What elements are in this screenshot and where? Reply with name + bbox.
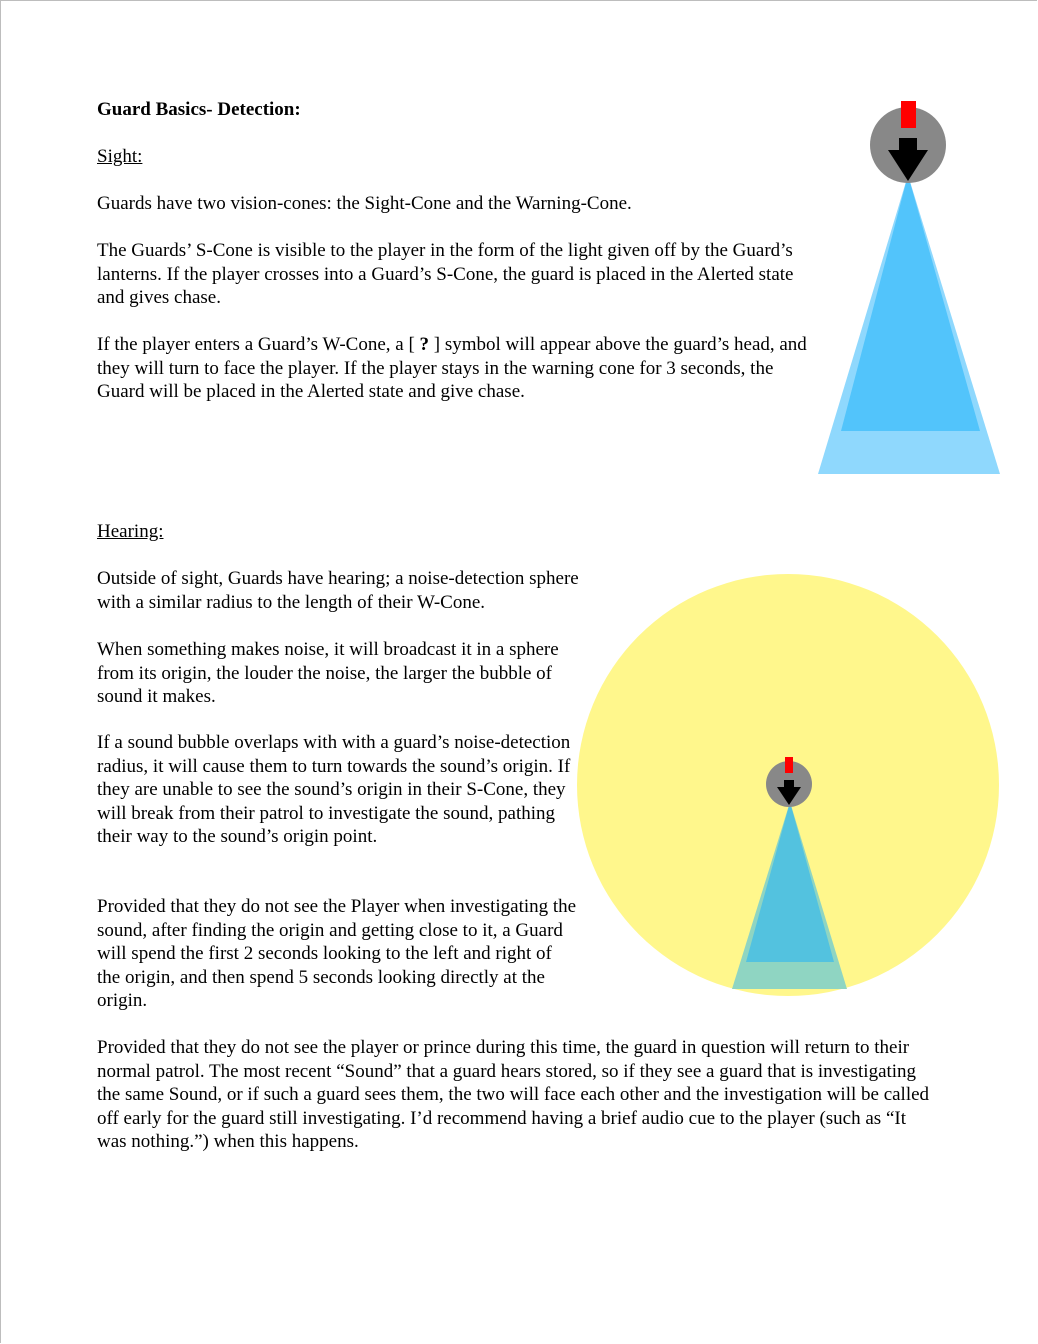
hearing-paragraph-4: Provided that they do not see the Player when investigating the sound, after finding the origin and getting close to it, a Guard will spend the first 2 seconds looking to the left and right of the origin, and then spend 5 seconds looking directly at the origin.: [97, 896, 577, 1011]
hearing-paragraph-2: When something makes noise, it will broadcast it in a sphere from its origin, the louder the noise, the larger the bubble of sound it makes.: [97, 639, 559, 707]
sight-paragraph-2: The Guards’ S-Cone is visible to the player in the form of the light given off by the Guard’s lanterns. If the player crosses into a Guard’s S-Cone, the guard is placed in the Alerted state and gives chase.: [97, 240, 794, 308]
hearing-heading: Hearing:: [97, 521, 164, 542]
sight-paragraph-3: [97, 333, 815, 404]
hearing-paragraph-3: If a sound bubble overlaps with with a guard’s noise-detection radius, it will cause them to turn towards the sound’s origin. If they are unable to see the sound’s origin in their S-Cone, they will break from their patrol to investigate the sound, pathing their way to the sound’s origin point.: [97, 732, 571, 847]
guard-alert-marker: [901, 101, 916, 128]
hearing-paragraph-5: Provided that they do not see the player or prince during this time, the guard in question will return to their normal patrol. The most recent “Sound” that a guard hears stored, so if they see a guard that is investigating the same Sound, or if such a guard sees them, the two will face each other and the investigation will be called off early for the guard still investigating. I’d recommend having a brief audio cue to the player (such as “It was nothing.”) when this happens.: [97, 1037, 930, 1152]
sight-heading: Sight:: [97, 146, 143, 167]
hearing-sphere-diagram: [575, 573, 1003, 1001]
document-title: Guard Basics- Detection:: [97, 99, 301, 120]
question-symbol: ?: [419, 334, 430, 355]
sight-cone: [841, 175, 980, 431]
sight-paragraph-1: Guards have two vision-cones: the Sight-Cone and the Warning-Cone.: [97, 193, 632, 214]
sight-paragraph-3-end: ] symbol will appear above the guard’s head, and they will turn to face the player. If the player stays in the warning cone for 3 seconds, the Guard will be placed in the Alerted state and give chase.: [97, 334, 807, 402]
sight-paragraph-3-start: If the player enters a Guard’s W-Cone, a [: [97, 334, 420, 355]
hearing-paragraph-1: Outside of sight, Guards have hearing; a noise-detection sphere with a similar radius to the length of their W-Cone.: [97, 568, 579, 613]
guard-alert-marker: [785, 757, 793, 773]
sight-cone-diagram: [810, 95, 1010, 485]
